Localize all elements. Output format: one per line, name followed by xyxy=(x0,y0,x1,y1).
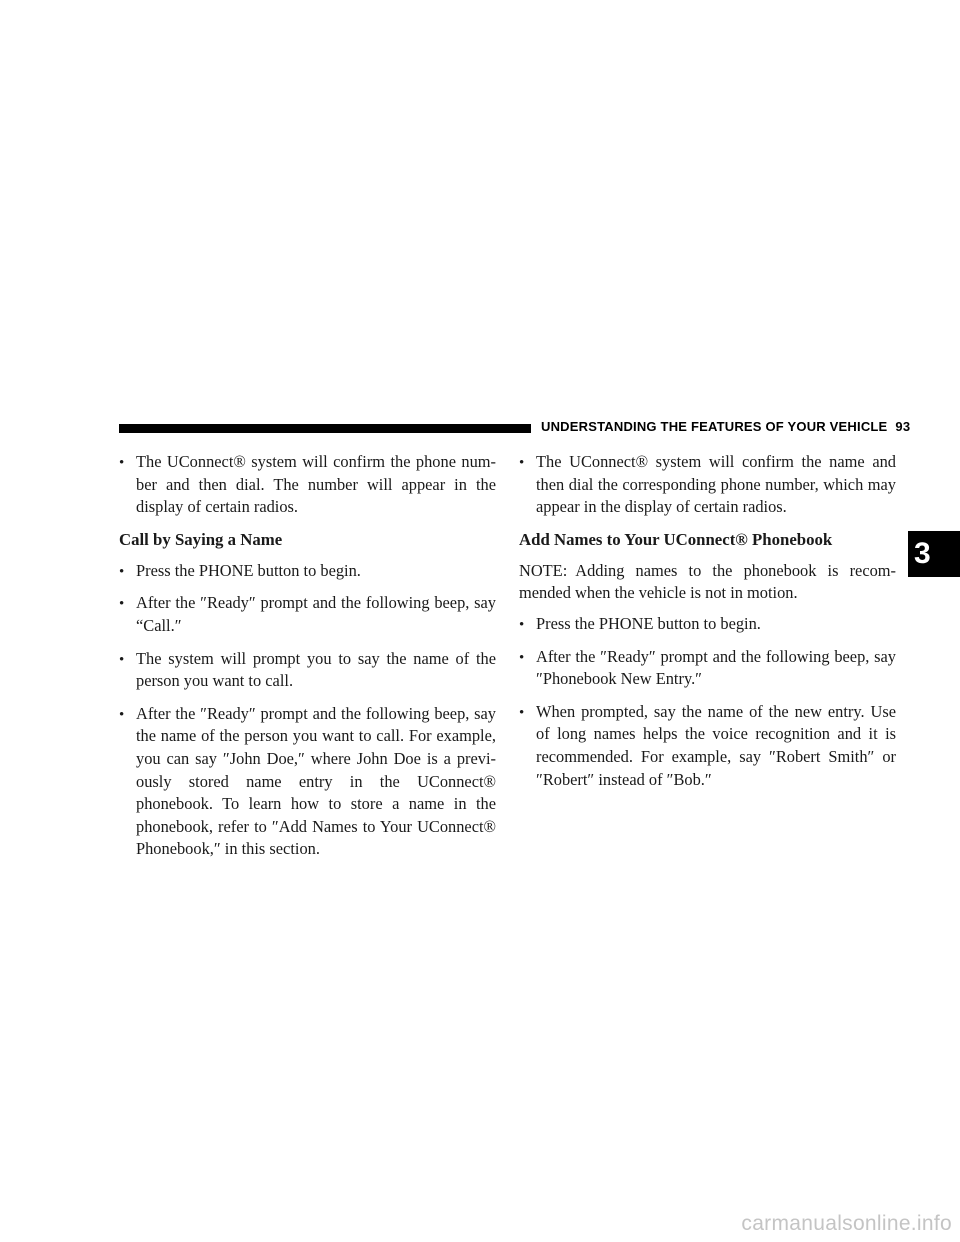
section-heading: Call by Saying a Name xyxy=(119,529,283,549)
list-item xyxy=(119,451,496,519)
note-paragraph xyxy=(519,560,896,605)
bullet-icon xyxy=(519,613,536,637)
header-rule xyxy=(119,424,531,433)
list-item xyxy=(519,701,896,791)
bullet-icon xyxy=(519,451,536,475)
left-column xyxy=(119,451,496,871)
list-item-text: Press the PHONE button to begin. xyxy=(136,560,361,580)
bullet-icon xyxy=(119,451,136,475)
header-title: UNDERSTANDING THE FEATURES OF YOUR VEHICLE xyxy=(541,419,888,434)
list-item-text: When prompted, say the name of the new entry. Use of long names helps the voice recognition and it is recommended. For example, say ″Robert Smith″ or ″Robert″ instead of ″Bob.″ xyxy=(536,701,896,789)
bullet-icon xyxy=(519,646,536,670)
list-item-text: The system will prompt you to say the name of the person you want to call. xyxy=(136,648,496,691)
note-text: Adding names to the phonebook is recom-mended when the vehicle is not in motion. xyxy=(519,560,896,603)
list-item-text: The UConnect® system will confirm the phone num-ber and then dial. The number will appear in the display of certain radios. xyxy=(136,452,496,517)
bullet-icon xyxy=(119,703,136,727)
bullet-icon xyxy=(519,701,536,725)
list-item xyxy=(519,613,896,636)
list-item xyxy=(119,703,496,861)
list-item-text: After the ″Ready″ prompt and the following beep, say “Call.″ xyxy=(136,593,496,635)
bullet-icon xyxy=(119,560,136,584)
list-item-text: After the ″Ready″ prompt and the following beep, say ″Phonebook New Entry.″ xyxy=(536,646,896,689)
list-item xyxy=(119,592,496,637)
page-number: 93 xyxy=(895,419,911,434)
section-heading: Add Names to Your UConnect® Phonebook xyxy=(519,529,833,549)
list-item xyxy=(119,648,496,693)
list-item-text: Press the PHONE button to begin. xyxy=(536,613,761,633)
right-column xyxy=(519,451,896,801)
bullet-icon xyxy=(119,592,136,616)
list-item-text: After the ″Ready″ prompt and the following beep, say the name of the person you want to call. For example, you can say ″John Doe,″ where John Doe is a previ-ously stored name entry in the UConnect® phonebook. To learn how to store a name in the phonebook, refer to ″Add Names to Your UConnect® Phonebook,″ in this section. xyxy=(136,703,496,859)
list-item xyxy=(519,646,896,691)
running-header xyxy=(541,419,910,434)
list-item xyxy=(119,560,496,583)
watermark: carmanualsonline.info xyxy=(741,1212,952,1235)
note-label: NOTE: xyxy=(519,560,568,580)
list-item-text: The UConnect® system will confirm the name and then dial the corresponding phone number, which may appear in the display of certain radios. xyxy=(536,452,896,517)
bullet-icon xyxy=(119,648,136,672)
section-tab: 3 xyxy=(908,531,960,577)
list-item xyxy=(519,451,896,519)
